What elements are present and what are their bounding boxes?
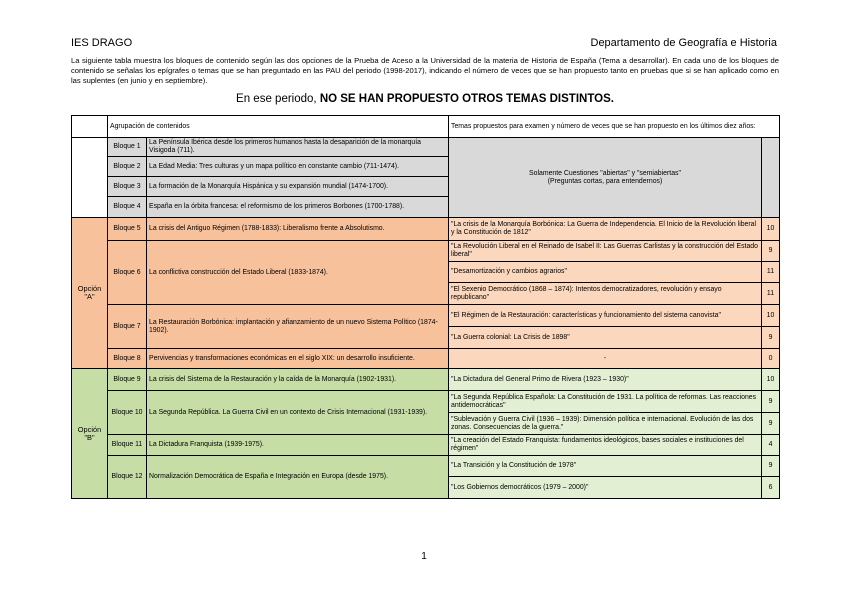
- bloque-5-topic: "La crisis de la Monarquía Borbónica: La Guerra de Independencia. El Inicio de la Revolución liberal y la Constitución de 1812": [449, 218, 762, 241]
- bloque-11-label: Bloque 11: [108, 435, 147, 456]
- bloque-6-topic-3: "El Sexenio Democrático (1868 – 1874): Intentos democratizadores, revolución y ensayo republicano": [449, 283, 762, 305]
- common-note-line2: (Preguntas cortas, para entendernos): [547, 177, 663, 185]
- bloque-5-label: Bloque 5: [108, 218, 147, 241]
- bloque-11-topic: "La creación del Estado Franquista: fundamentos ideológicos, bases sociales e instituciones del régimen": [449, 435, 762, 456]
- bloque-12-label: Bloque 12: [108, 456, 147, 499]
- bloque-10-topic-2: "Sublevación y Guerra Civil (1936 – 1939): Dimensión política e internacional. Evolución de las dos zonas. Consecuencias de la guerra.": [449, 413, 762, 435]
- empty-option-cell: [72, 138, 108, 218]
- bloque-10-title: La Segunda República. La Guerra Civil en un contexto de Crisis Internacional (1931-1939).: [147, 391, 449, 435]
- bloque-6-count-2: 11: [762, 262, 780, 283]
- bloque-5-count: 10: [762, 218, 780, 241]
- bloque-6-title: La conflictiva construcción del Estado Liberal (1833-1874).: [147, 241, 449, 305]
- bloque-11-count: 4: [762, 435, 780, 456]
- bloque-3-label: Bloque 3: [108, 177, 147, 197]
- bloque-6-topic-2: "Desamortización y cambios agrarios": [449, 262, 762, 283]
- bloque-4-label: Bloque 4: [108, 197, 147, 218]
- bloque-2-title: La Edad Media: Tres culturas y un mapa político en constante cambio (711-1474).: [147, 157, 449, 177]
- bloque-10-topic-1: "La Segunda República Española: La Constitución de 1931. La política de reformas. Las reacciones antidemocráticas": [449, 391, 762, 413]
- bloque-1-title: La Península Ibérica desde los primeros humanos hasta la desaparición de la monarquía Visigoda (711).: [147, 138, 449, 157]
- content-table: [71, 115, 780, 499]
- bloque-6-topic-1: "La Revolución Liberal en el Reinado de Isabel II: Las Guerras Carlistas y la construcción del Estado liberal": [449, 241, 762, 262]
- bloque-1-label: Bloque 1: [108, 138, 147, 157]
- head-left: Agrupación de contenidos: [108, 116, 449, 138]
- subtitle-bold: NO SE HAN PROPUESTO OTROS TEMAS DISTINTOS.: [319, 93, 614, 105]
- bloque-12-topic-2: "Los Gobiernos democráticos (1979 – 2000)": [449, 477, 762, 499]
- bloque-12-count-2: 6: [762, 477, 780, 499]
- option-b-label: Opción "B": [72, 369, 108, 499]
- bloque-6-count-1: 9: [762, 241, 780, 262]
- school-name: IES DRAGO: [71, 37, 133, 49]
- bloque-9-count: 10: [762, 369, 780, 391]
- bloque-10-label: Bloque 10: [108, 391, 147, 435]
- page-number: 1: [421, 551, 427, 562]
- department-name: Departamento de Geografía e Historia: [590, 37, 777, 49]
- bloque-5-title: La crisis del Antiguo Régimen (1788-1833): Liberalismo frente a Absolutismo.: [147, 218, 449, 241]
- bloque-7-count-1: 10: [762, 305, 780, 327]
- bloque-7-topic-2: "La Guerra colonial: La Crisis de 1898": [449, 327, 762, 349]
- subtitle-normal: En ese periodo,: [236, 93, 320, 105]
- bloque-8-topic: -: [449, 349, 762, 369]
- bloque-12-title: Normalización Democrática de España e Integración en Europa (desde 1975).: [147, 456, 449, 499]
- bloque-10-count-1: 9: [762, 391, 780, 413]
- bloque-7-title: La Restauración Borbónica: implantación y afianzamiento de un nuevo Sistema Político (1874-1902).: [147, 305, 449, 349]
- bloque-6-count-3: 11: [762, 283, 780, 305]
- bloque-7-label: Bloque 7: [108, 305, 147, 349]
- option-a-label: Opción "A": [72, 218, 108, 369]
- bloque-12-topic-1: "La Transición y la Constitución de 1978": [449, 456, 762, 477]
- bloque-8-label: Bloque 8: [108, 349, 147, 369]
- corner-empty: [72, 116, 108, 138]
- bloque-2-label: Bloque 2: [108, 157, 147, 177]
- bloque-9-title: La crisis del Sistema de la Restauración y la caída de la Monarquía (1902-1931).: [147, 369, 449, 391]
- intro-paragraph: La siguiente tabla muestra los bloques de contenido según las dos opciones de la Prueba de Aceso a la Universidad de la materia de Historia de España (Tema a desarrollar). En cada uno de los bloques de contenido se señalas los epígrafes o temas que se han preguntado en las PAU del periodo (1998-2017), indicando el número de veces que se han propuesto tanto en pruebas que si se han aplicado como en las suplentes (en junio y en septiembre).: [71, 56, 779, 85]
- common-note-line1: Solamente Cuestiones "abiertas" y "semiabiertas": [529, 169, 681, 177]
- bloque-12-count-1: 9: [762, 456, 780, 477]
- bloque-10-count-2: 9: [762, 413, 780, 435]
- common-note: [449, 138, 762, 218]
- bloque-9-label: Bloque 9: [108, 369, 147, 391]
- bloque-7-count-2: 9: [762, 327, 780, 349]
- common-count-empty: [762, 138, 780, 218]
- bloque-3-title: La formación de la Monarquía Hispánica y su expansión mundial (1474-1700).: [147, 177, 449, 197]
- bloque-8-count: 0: [762, 349, 780, 369]
- bloque-9-topic: "La Dictadura del General Primo de Rivera (1923 – 1930)": [449, 369, 762, 391]
- head-right: Temas propuestos para examen y número de veces que se han propuesto en los últimos diez años:: [449, 116, 780, 138]
- bloque-4-title: España en la órbita francesa: el reformismo de los primeros Borbones (1700-1788).: [147, 197, 449, 218]
- bloque-8-title: Pervivencias y transformaciones económicas en el siglo XIX: un desarrollo insuficiente.: [147, 349, 449, 369]
- bloque-11-title: La Dictadura Franquista (1939-1975).: [147, 435, 449, 456]
- bloque-7-topic-1: "El Régimen de la Restauración: características y funcionamiento del sistema canovista": [449, 305, 762, 327]
- subtitle: [71, 93, 779, 105]
- bloque-6-label: Bloque 6: [108, 241, 147, 305]
